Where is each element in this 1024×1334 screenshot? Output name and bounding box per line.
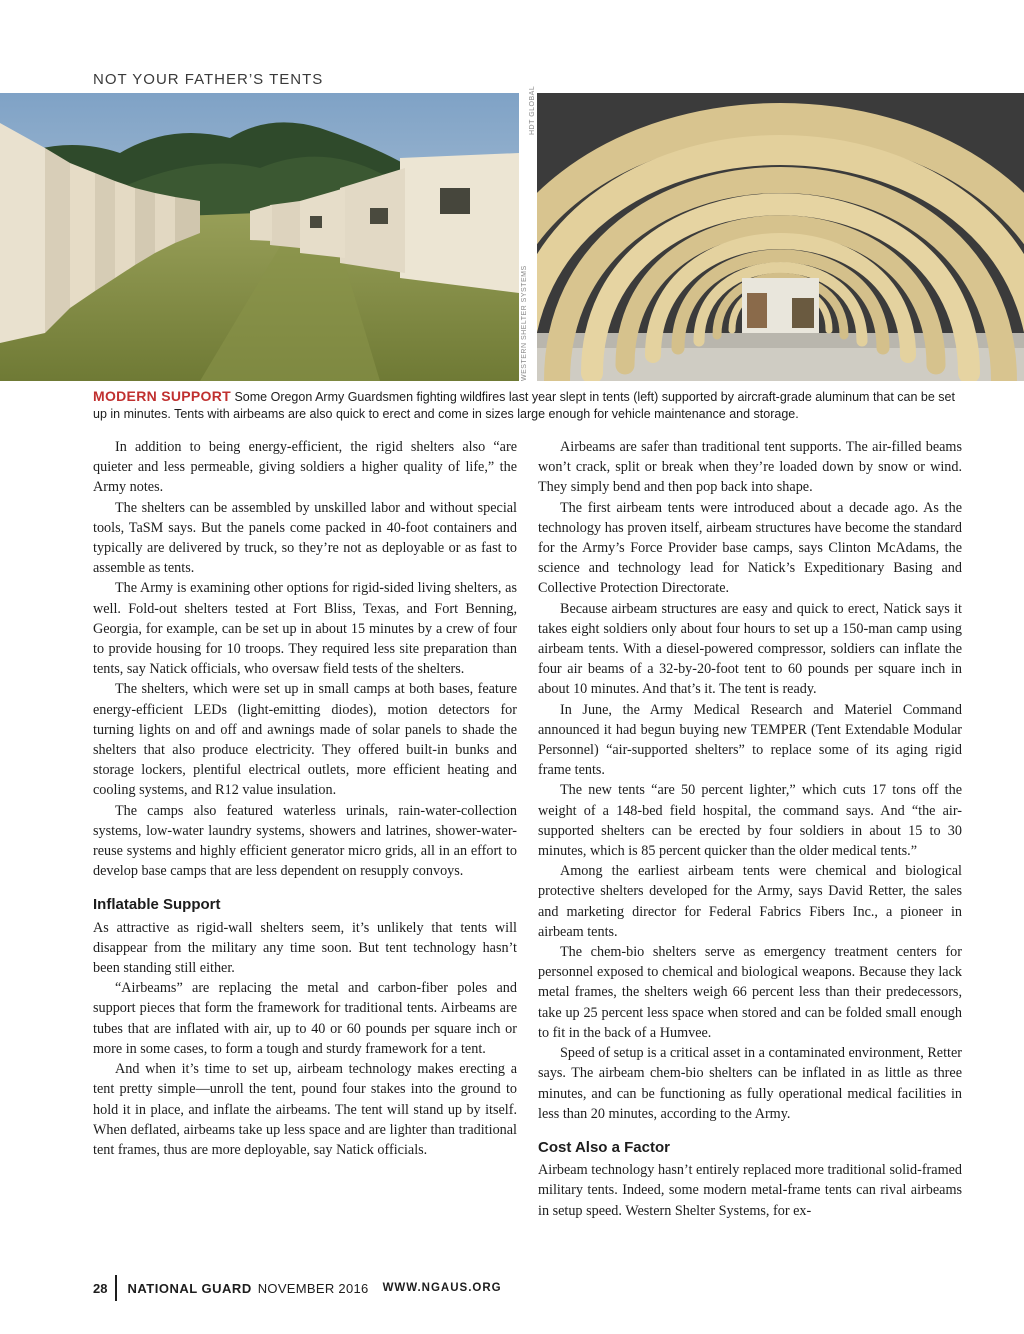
caption-text: Some Oregon Army Guardsmen fighting wildfires last year slept in tents (left) supported by aircraft-grade aluminum that can be set up in minutes. Tents with airbeams are also quick to erect and come in sizes large enough for vehicle maintenance and storage. [93,390,955,421]
paragraph: In addition to being energy-efficient, the rigid shelters also “are quieter and less permeable, giving soldiers a higher quality of life,” the Army notes. [93,439,517,496]
caption-kicker: MODERN SUPPORT [93,388,231,404]
paragraph: In June, the Army Medical Research and Materiel Command announced it had begun buying new TEMPER (Tent Extendable Modular Personnel) “air-supported shelters” to replace some of its aging rigid frame tents. [538,701,962,779]
magazine-name: NATIONAL GUARD [127,1280,252,1296]
paragraph: And when it’s time to set up, airbeam technology makes erecting a tent pretty simple—unroll the tent, pound four stakes into the ground to hold it in place, and inflate the airbeams. The tent will stand up by itself. When deflated, airbeams take up less space and are lighter than traditional tent frames, thus are more deployable, say Natick officials. [93,1061,517,1158]
paragraph: “Airbeams” are replacing the metal and carbon-fiber poles and support pieces that form the framework for traditional tents. Airbeams are tubes that are inflated with air, up to 40 or 60 pounds per square inch or more in some cases, to form a tough and sturdy framework for a tent. [93,980,517,1057]
tent-camp-photo [0,93,519,381]
subheading-inflatable-support: Inflatable Support [93,896,221,914]
paragraph: Among the earliest airbeam tents were chemical and biological protective shelters developed for the Army, says David Retter, the sales and marketing director for Federal Fabrics Fibers Inc., a pioneer in airbeam tents. [538,863,962,940]
photo-caption [93,388,959,423]
issue-date: NOVEMBER 2016 [257,1280,369,1296]
photo-credit-left: WESTERN SHELTER SYSTEMS [521,265,528,381]
article-column-left [93,437,517,1160]
airbeam-tunnel-photo [537,93,1024,381]
footer-divider [115,1275,117,1301]
page-footer [93,1275,502,1301]
paragraph: The shelters, which were set up in small camps at both bases, feature energy-efficient LEDs (light-emitting diodes), motion detectors for turning lights on and off and awnings made of solar panels to shade the shelters that also produce electricity. They offered built-in bunks and storage lockers, plentiful electrical outlets, more efficient heating and cooling systems, and R12 value insulation. [93,681,517,799]
paragraph: Speed of setup is a critical asset in a contaminated environment, Retter says. The airbeam chem-bio shelters can be inflated in as little as three minutes, and can be functioning as fully operational medical facilities in less than 20 minutes, according to the Army. [538,1045,962,1122]
paragraph: The first airbeam tents were introduced about a decade ago. As the technology has proven itself, airbeam structures have become the standard for the Army’s Force Provider base camps, says Clinton McAdams, the science and technology lead for Natick’s Expeditionary Basing and Collective Protection Directorate. [538,499,962,597]
paragraph: As attractive as rigid-wall shelters seem, it’s unlikely that tents will disappear from the military any time soon. But tent technology hasn’t been standing still either. [93,919,517,977]
website-url: WWW.NGAUS.ORG [382,1282,502,1294]
paragraph: The Army is examining other options for rigid-sided living shelters, as well. Fold-out shelters tested at Fort Bliss, Texas, and Fort Benning, Georgia, for example, can be set up in about 15 minutes by a crew of four to provide housing for 10 troops. They required less site preparation than tents, say Natick officials, who oversaw field tests of the shelters. [93,580,517,678]
paragraph: Airbeam technology hasn’t entirely replaced more traditional solid-framed military tents. Indeed, some modern metal-frame tents can rival airbeams in setup speed. Western Shelter Systems, for ex- [538,1162,962,1219]
page-number: 28 [93,1280,108,1296]
photo-credit-right: HDT GLOBAL [529,85,536,135]
paragraph: Because airbeam structures are easy and quick to erect, Natick says it takes eight soldiers only about four hours to set up a 150-man camp using airbeam tents. With a diesel-powered compressor, soldiers can inflate the four air beams of a 32-by-20-foot tent to 60 pounds per square inch in about 10 minutes. And that’s it. The tent is ready. [538,600,962,698]
paragraph: The chem-bio shelters serve as emergency treatment centers for personnel exposed to chemical and biological weapons. Because they lack metal frames, the shelters weigh 66 percent less than their predecessors, take up 25 percent less space when stored and can be folded small enough to fit in the back of a Humvee. [538,944,962,1041]
paragraph: The new tents “are 50 percent lighter,” which cuts 17 tons off the weight of a 148-bed field hospital, the command says. And “the air-supported shelters can be erected by four soldiers in about 15 to 30 minutes, which is 85 percent quicker than the older medical tents.” [538,782,962,860]
paragraph: Airbeams are safer than traditional tent supports. The air-filled beams won’t crack, split or break when they’re loaded down by snow or wind. They simply bend and then pop back into shape. [538,439,962,496]
paragraph: The shelters can be assembled by unskilled labor and without special tools, TaSM says. But the panels come packed in 40-foot containers and typically are delivered by truck, so they’re not as deployable or as fast to assemble as tents. [93,499,517,577]
article-column-right [538,437,962,1221]
section-label: NOT YOUR FATHER’S TENTS [93,71,324,88]
paragraph: The camps also featured waterless urinals, rain-water-collection systems, low-water laundry systems, showers and latrines, shower-water-reuse systems and highly efficient generator micro grids, all in an effort to develop base camps that are less dependent on resupply convoys. [93,802,517,880]
subheading-cost-also-a-factor: Cost Also a Factor [538,1138,670,1156]
